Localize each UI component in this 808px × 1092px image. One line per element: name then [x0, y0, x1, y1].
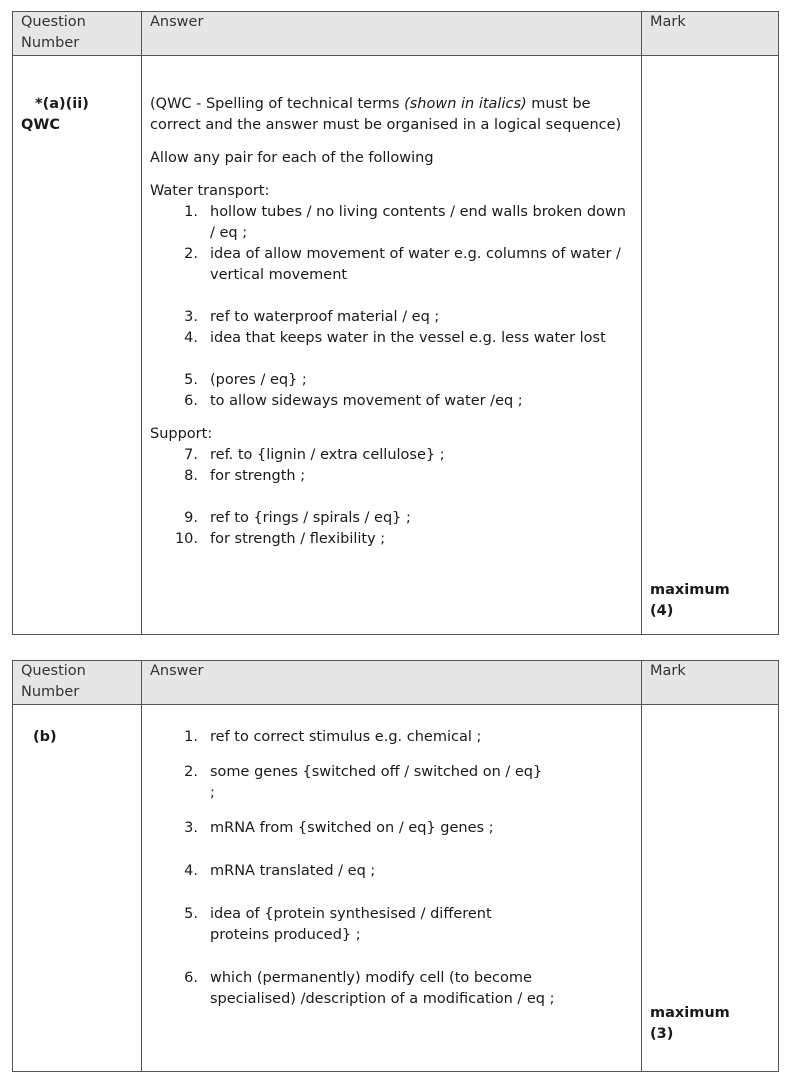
list-item	[150, 762, 633, 804]
allow-instruction: Allow any pair for each of the following	[150, 150, 434, 166]
qwc-italic-note: (shown in italics)	[404, 96, 527, 112]
item-text: idea of {protein synthesised / different proteins produced} ;	[210, 906, 492, 943]
header-question-number: Question Number	[13, 661, 142, 704]
item-text: ref. to {lignin / extra cellulose} ;	[210, 447, 445, 463]
mark-value	[650, 1003, 730, 1045]
qwc-text-cont: must be correct and the answer must be organised in a logical sequence)	[150, 96, 622, 133]
table-header	[13, 12, 778, 56]
item-text: idea of allow movement of water e.g. columns of water / vertical movement	[210, 246, 621, 283]
item-number: 6.	[184, 970, 198, 986]
list-item	[150, 445, 633, 466]
list-item	[150, 307, 633, 328]
mark-scheme-table-b	[12, 660, 779, 1072]
list-item	[150, 968, 633, 1010]
header-answer: Answer	[142, 661, 642, 704]
list-item	[150, 370, 633, 391]
mark-cell	[642, 705, 778, 1071]
list-item	[150, 904, 633, 946]
list-item	[150, 244, 633, 286]
item-text: hollow tubes / no living contents / end walls broken down / eq ;	[210, 204, 626, 241]
item-number: 6.	[184, 393, 198, 409]
list-item	[150, 727, 633, 748]
question-number-label: (b)	[33, 729, 57, 745]
item-number: 3.	[184, 309, 198, 325]
list-item	[150, 202, 633, 244]
header-mark: Mark	[650, 14, 686, 30]
mark-number: (4)	[650, 603, 674, 619]
item-number: 4.	[184, 863, 198, 879]
list-item	[150, 529, 633, 550]
header-mark: Mark	[650, 663, 686, 679]
question-number	[13, 56, 142, 634]
item-number: 4.	[184, 330, 198, 346]
mark-cell	[642, 56, 778, 634]
table-body	[13, 56, 778, 634]
header-question-number: Question Number	[13, 12, 142, 55]
item-text: ref to {rings / spirals / eq} ;	[210, 510, 411, 526]
item-number: 2.	[184, 246, 198, 262]
item-number: 2.	[184, 764, 198, 780]
mark-label: maximum	[650, 582, 730, 598]
header-answer: Answer	[142, 12, 642, 55]
qwc-text: (QWC - Spelling of technical terms	[150, 96, 405, 112]
item-text: some genes {switched off / switched on / eq} ;	[210, 764, 543, 801]
support-heading: Support:	[150, 426, 213, 442]
item-text: idea that keeps water in the vessel e.g. less water lost	[210, 330, 606, 346]
table-header	[13, 661, 778, 705]
water-transport-heading: Water transport:	[150, 183, 270, 199]
mark-scheme-table-a-ii	[12, 11, 779, 635]
question-qwc-label: QWC	[21, 117, 60, 133]
answer-cell	[142, 705, 642, 1071]
list-item	[150, 466, 633, 487]
item-number: 9.	[184, 510, 198, 526]
item-number: 1.	[184, 729, 198, 745]
list-item	[150, 508, 633, 529]
question-number	[13, 705, 142, 1071]
mark-value	[650, 580, 730, 622]
list-item	[150, 861, 633, 882]
mark-number: (3)	[650, 1026, 674, 1042]
item-text: for strength ;	[210, 468, 306, 484]
list-item	[150, 328, 633, 349]
item-number: 1.	[184, 204, 198, 220]
item-text: (pores / eq} ;	[210, 372, 307, 388]
item-text: to allow sideways movement of water /eq ;	[210, 393, 523, 409]
list-item	[150, 391, 633, 412]
item-number: 3.	[184, 820, 198, 836]
item-number: 10.	[174, 531, 198, 547]
item-number: 7.	[184, 447, 198, 463]
answer-cell	[142, 56, 642, 634]
item-number: 5.	[184, 372, 198, 388]
item-text: for strength / flexibility ;	[210, 531, 386, 547]
item-text: ref to waterproof material / eq ;	[210, 309, 440, 325]
table-body	[13, 705, 778, 1071]
list-item	[150, 818, 633, 839]
item-text: mRNA translated / eq ;	[210, 863, 376, 879]
item-text: which (permanently) modify cell (to become specialised) /description of a modification / eq ;	[210, 970, 555, 1007]
mark-label: maximum	[650, 1005, 730, 1021]
question-number-label: *(a)(ii)	[35, 96, 89, 112]
qwc-instruction	[150, 94, 633, 136]
item-text: mRNA from {switched on / eq} genes ;	[210, 820, 494, 836]
item-text: ref to correct stimulus e.g. chemical ;	[210, 729, 482, 745]
item-number: 8.	[184, 468, 198, 484]
item-number: 5.	[184, 906, 198, 922]
